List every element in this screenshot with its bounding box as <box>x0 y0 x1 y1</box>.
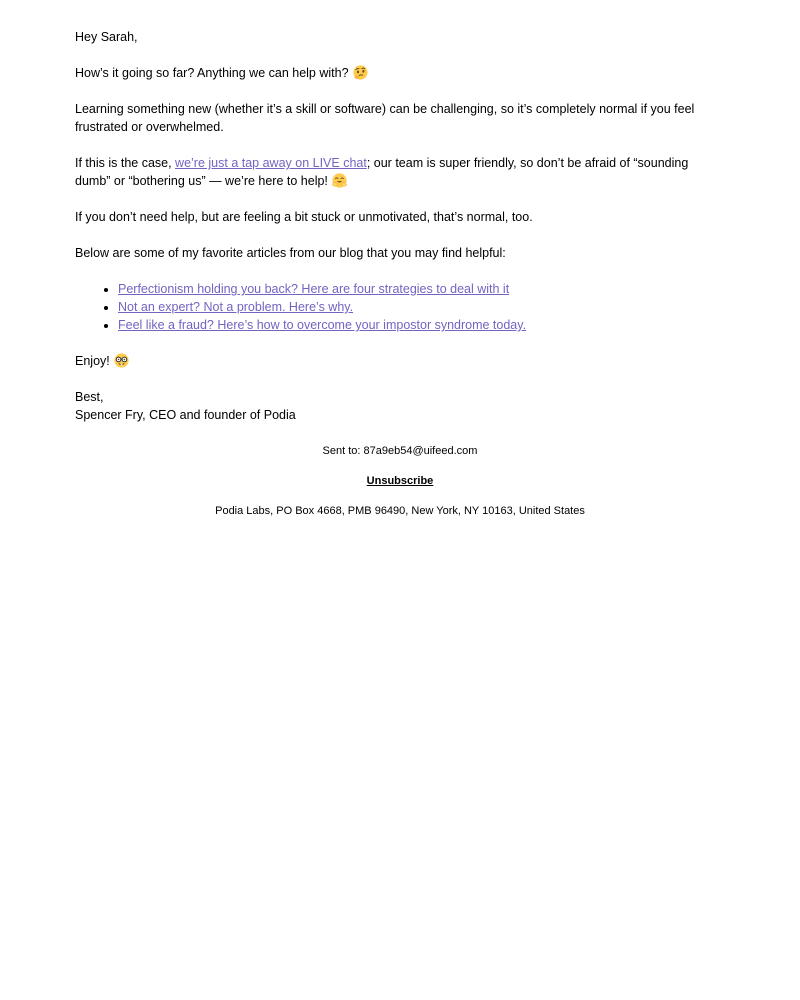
email-footer <box>75 442 725 519</box>
paragraph-live-chat-post: ; our team is super friendly, so don’t be afraid of “sounding dumb” or “bothering us” — we’re here to help! <box>75 156 689 188</box>
signature-sender: Spencer Fry, CEO and founder of Podia <box>75 408 296 422</box>
article-link-not-an-expert[interactable]: Not an expert? Not a problem. Here’s why. <box>118 300 354 314</box>
hugging-face-emoji <box>332 173 347 188</box>
signature-closing: Best, <box>75 390 104 404</box>
live-chat-link[interactable]: we’re just a tap away on LIVE chat <box>175 156 367 170</box>
article-link-perfectionism[interactable]: Perfectionism holding you back? Here are four strategies to deal with it <box>118 282 510 296</box>
article-list <box>75 280 725 334</box>
email-body <box>75 0 725 519</box>
unsubscribe-link[interactable]: Unsubscribe <box>366 475 434 487</box>
thinking-face-emoji <box>353 65 368 80</box>
article-list-item <box>118 316 725 334</box>
paragraph-live-chat-pre: If this is the case, <box>75 156 176 170</box>
signature <box>75 388 725 424</box>
sent-to-line: Sent to: 87a9eb54@uifeed.com <box>322 445 478 457</box>
paragraph-live-chat <box>75 154 725 190</box>
paragraph-enjoy <box>75 352 725 370</box>
greeting: Hey Sarah, <box>75 30 138 44</box>
paragraph-learning: Learning something new (whether it’s a skill or software) can be challenging, so it’s completely normal if you feel frustrated or overwhelmed. <box>75 102 695 134</box>
company-address: Podia Labs, PO Box 4668, PMB 96490, New York, NY 10163, United States <box>215 505 585 517</box>
paragraph-enjoy-text: Enjoy! <box>75 354 110 368</box>
paragraph-checkin-text: How’s it going so far? Anything we can help with? <box>75 66 349 80</box>
paragraph-stuck: If you don’t need help, but are feeling a bit stuck or unmotivated, that’s normal, too. <box>75 210 533 224</box>
nerd-face-emoji <box>114 353 129 368</box>
unsubscribe-line <box>75 474 725 489</box>
paragraph-articles-intro: Below are some of my favorite articles from our blog that you may find helpful: <box>75 246 506 260</box>
article-link-impostor-syndrome[interactable]: Feel like a fraud? Here’s how to overcome your impostor syndrome today. <box>118 318 527 332</box>
paragraph-checkin <box>75 64 725 82</box>
article-list-item <box>118 280 725 298</box>
article-list-item <box>118 298 725 316</box>
